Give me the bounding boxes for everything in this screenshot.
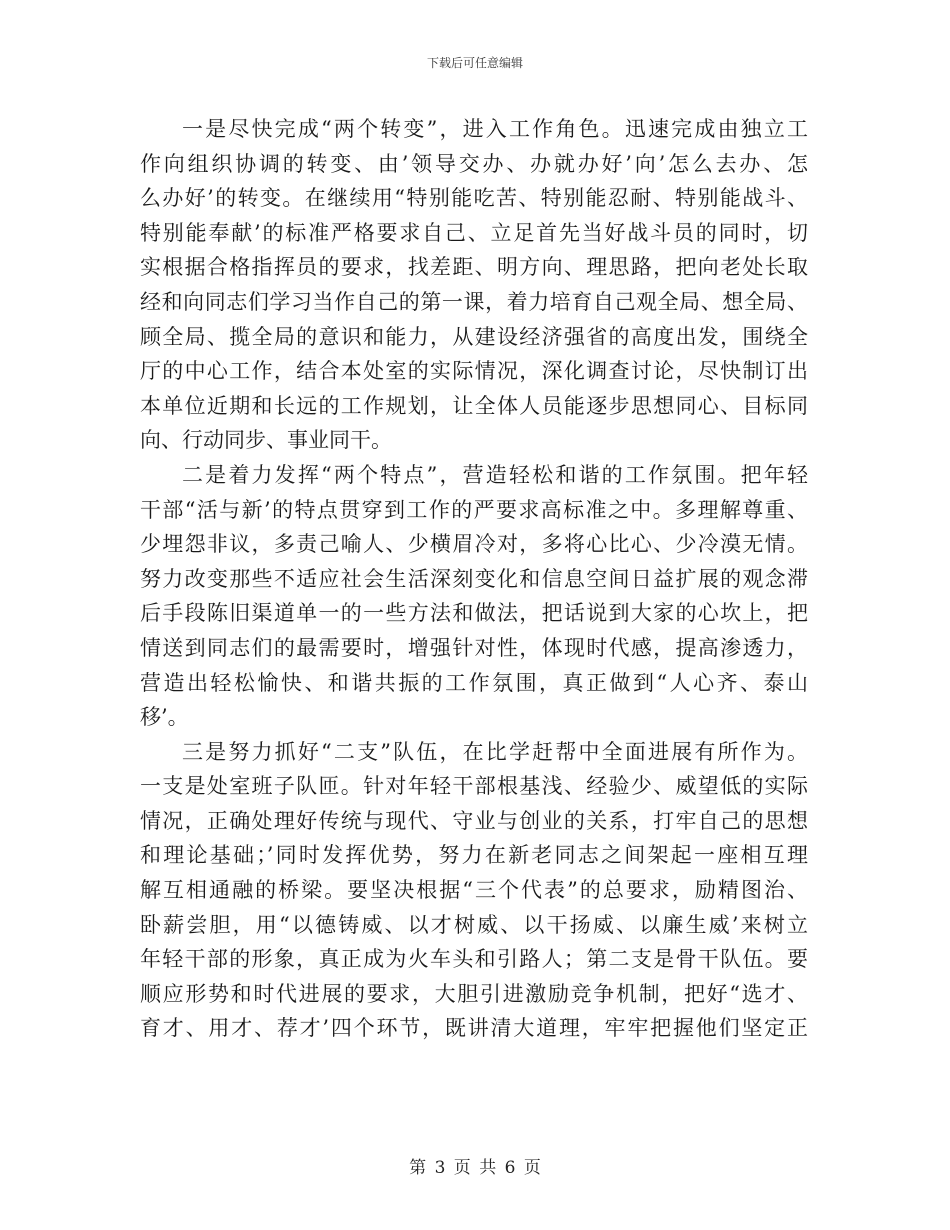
page-number: 第 3 页 共 6 页 (409, 1158, 541, 1178)
text-line: 少埋怨非议，多责己喻人、少横眉冷对，多将心比心、少冷漠无情。 (140, 532, 808, 557)
text-line: 特别能奉献’的标准严格要求自己、立足首先当好战斗员的同时，切 (140, 220, 808, 245)
text-line: 顾全局、揽全局的意识和能力，从建设经济强省的高度出发，围绕全 (140, 324, 808, 349)
text-line: 作向组织协调的转变、由’领导交办、办就办好’向’怎么去办、怎 (140, 151, 808, 176)
text-line: 后手段陈旧渠道单一的一些方法和做法，把话说到大家的心坎上，把 (140, 601, 808, 626)
text-line: 年轻干部的形象，真正成为火车头和引路人；第二支是骨干队伍。要 (140, 947, 808, 972)
text-line: 实根据合格指挥员的要求，找差距、明方向、理思路，把向老处长取 (140, 255, 808, 280)
text-line: 二是着力发挥“两个特点”，营造轻松和谐的工作氛围。把年轻 (182, 462, 808, 487)
document-body (140, 112, 808, 1046)
text-line: 情况，正确处理好传统与现代、守业与创业的关系，打牢自己的思想 (140, 808, 808, 833)
text-line: 三是努力抓好“二支”队伍，在比学赶帮中全面进展有所作为。 (182, 739, 808, 764)
text-line: 营造出轻松愉快、和谐共振的工作氛围，真正做到“人心齐、泰山 (140, 670, 808, 695)
text-line: 育才、用才、荐才’四个环节，既讲清大道理，牢牢把握他们坚定正 (140, 1016, 808, 1041)
text-line: 一支是处室班子队匝。针对年轻干部根基浅、经验少、威望低的实际 (140, 774, 808, 799)
text-line: 卧薪尝胆，用“以德铸威、以才树威、以干扬威、以廉生威’来树立 (140, 912, 808, 937)
text-line: 情送到同志们的最需要时，增强针对性，体现时代感，提高渗透力， (140, 635, 808, 660)
text-line: 经和向同志们学习当作自己的第一课，着力培育自己观全局、想全局、 (140, 289, 808, 314)
text-line: 一是尽快完成“两个转变”，进入工作角色。迅速完成由独立工 (182, 117, 808, 141)
text-line: 么办好’的转变。在继续用“特别能吃苦、特别能忍耐、特别能战斗、 (140, 186, 808, 211)
text-line: 厅的中心工作，结合本处室的实际情况，深化调查讨论，尽快制订出 (140, 359, 808, 384)
text-line: 移’。 (140, 705, 189, 730)
page-header: 下载后可任意编辑 (426, 56, 523, 70)
text-line: 本单位近期和长远的工作规划，让全体人员能逐步思想同心、目标同 (140, 393, 808, 418)
text-line: 干部“活与新’的特点贯穿到工作的严要求高标准之中。多理解尊重、 (140, 497, 808, 522)
text-line: 向、行动同步、事业同干。 (140, 428, 392, 453)
text-line: 解互相通融的桥梁。要坚决根据“三个代表”的总要求，励精图治、 (140, 878, 808, 903)
text-line: 顺应形势和时代进展的要求，大胆引进激励竞争机制，把好“选才、 (140, 981, 808, 1006)
text-line: 和理论基础；’同时发挥优势，努力在新老同志之间架起一座相互理 (140, 843, 808, 868)
text-line: 努力改变那些不适应社会生活深刻变化和信息空间日益扩展的观念滞 (140, 566, 808, 591)
